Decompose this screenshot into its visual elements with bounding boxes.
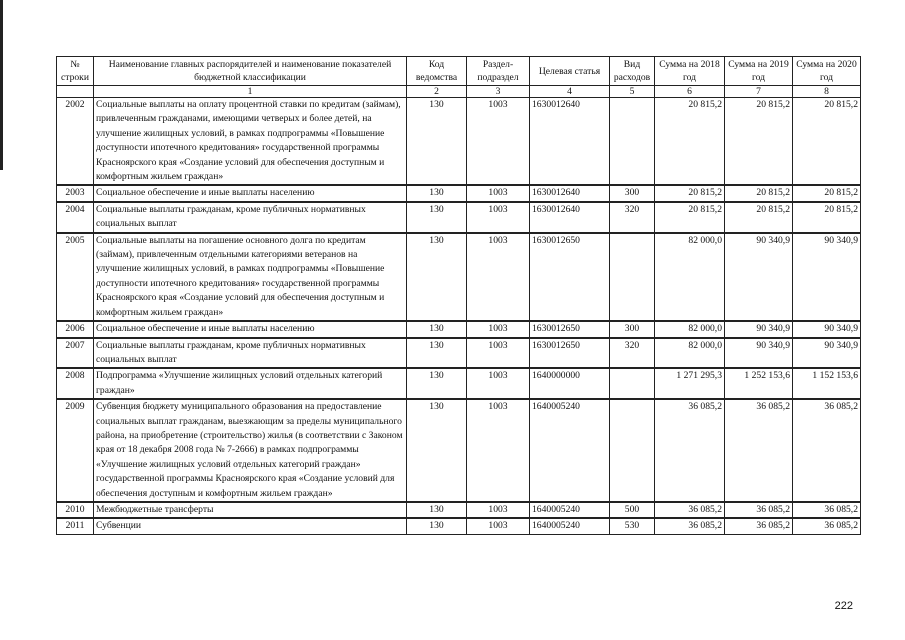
table-header-row — [57, 57, 861, 86]
sum-2018: 20 815,2 — [655, 185, 725, 201]
header-sum-2019: Сумма на 2019 год — [725, 57, 793, 86]
sum-2020: 90 340,9 — [793, 321, 861, 337]
column-number: 5 — [610, 86, 655, 98]
row-number: 2010 — [57, 502, 94, 518]
sum-2019: 20 815,2 — [725, 98, 793, 186]
dept-code: 130 — [407, 321, 467, 337]
sum-2020: 20 815,2 — [793, 185, 861, 201]
row-number: 2006 — [57, 321, 94, 337]
row-number: 2011 — [57, 518, 94, 534]
sum-2018: 82 000,0 — [655, 338, 725, 369]
table-row — [57, 338, 861, 369]
row-name: Социальные выплаты на оплату процентной ставки по кредитам (займам), привлеченным гражданами, имеющими четверых и более детей, на улучшение жилищных условий, в рамках подпрограммы «Повышение доступности ипотечного кредитования» государственной программы Красноярского края «Создание условий для обеспечения доступным и комфортным жильем граждан» — [94, 98, 407, 186]
row-name: Социальные выплаты гражданам, кроме публичных нормативных социальных выплат — [94, 338, 407, 369]
sum-2018: 1 271 295,3 — [655, 368, 725, 399]
column-number: 1 — [94, 86, 407, 98]
sum-2020: 36 085,2 — [793, 502, 861, 518]
target-code: 1640005240 — [530, 502, 610, 518]
row-number: 2008 — [57, 368, 94, 399]
sum-2018: 82 000,0 — [655, 233, 725, 321]
row-number: 2005 — [57, 233, 94, 321]
section-code: 1003 — [467, 399, 530, 502]
row-name: Подпрограмма «Улучшение жилищных условий отдельных категорий граждан» — [94, 368, 407, 399]
section-code: 1003 — [467, 518, 530, 534]
column-number: 8 — [793, 86, 861, 98]
column-number: 2 — [407, 86, 467, 98]
table-row — [57, 502, 861, 518]
expense-type: 300 — [610, 321, 655, 337]
table-row — [57, 518, 861, 534]
sum-2019: 20 815,2 — [725, 185, 793, 201]
sum-2019: 36 085,2 — [725, 502, 793, 518]
target-code: 1640000000 — [530, 368, 610, 399]
sum-2019: 90 340,9 — [725, 233, 793, 321]
row-number: 2009 — [57, 399, 94, 502]
expense-type: 300 — [610, 185, 655, 201]
sum-2020: 90 340,9 — [793, 233, 861, 321]
dept-code: 130 — [407, 502, 467, 518]
sum-2018: 36 085,2 — [655, 399, 725, 502]
row-name: Межбюджетные трансферты — [94, 502, 407, 518]
expense-type: 320 — [610, 202, 655, 233]
sum-2019: 36 085,2 — [725, 399, 793, 502]
header-sum-2018: Сумма на 2018 год — [655, 57, 725, 86]
sum-2018: 20 815,2 — [655, 98, 725, 186]
column-number — [57, 86, 94, 98]
column-number: 4 — [530, 86, 610, 98]
table-row — [57, 98, 861, 186]
sum-2020: 36 085,2 — [793, 518, 861, 534]
target-code: 1640005240 — [530, 399, 610, 502]
expense-type: 320 — [610, 338, 655, 369]
table-row — [57, 321, 861, 337]
section-code: 1003 — [467, 321, 530, 337]
sum-2018: 20 815,2 — [655, 202, 725, 233]
sum-2020: 20 815,2 — [793, 202, 861, 233]
column-number: 6 — [655, 86, 725, 98]
table-row — [57, 185, 861, 201]
row-name: Социальные выплаты гражданам, кроме публичных нормативных социальных выплат — [94, 202, 407, 233]
dept-code: 130 — [407, 98, 467, 186]
row-number: 2003 — [57, 185, 94, 201]
target-code: 1630012650 — [530, 338, 610, 369]
dept-code: 130 — [407, 518, 467, 534]
sum-2020: 20 815,2 — [793, 98, 861, 186]
expense-type — [610, 368, 655, 399]
row-name: Социальное обеспечение и иные выплаты населению — [94, 185, 407, 201]
section-code: 1003 — [467, 202, 530, 233]
dept-code: 130 — [407, 338, 467, 369]
scan-edge-line — [0, 0, 3, 170]
target-code: 1630012640 — [530, 202, 610, 233]
expense-type — [610, 98, 655, 186]
dept-code: 130 — [407, 233, 467, 321]
row-name: Субвенция бюджету муниципального образования на предоставление социальных выплат гражданам, выезжающим за пределы муниципального района, на приобретение (строительство) жилья (в соответствии с Законом края от 18 декабря 2008 года № 7-2666) в рамках подпрограммы «Улучшение жилищных условий отдельных категорий граждан» государственной программы Красноярского края «Создание условий для обеспечения доступным и комфортным жильем граждан» — [94, 399, 407, 502]
sum-2020: 36 085,2 — [793, 399, 861, 502]
expense-type — [610, 399, 655, 502]
page-number: 222 — [834, 600, 853, 612]
column-number: 3 — [467, 86, 530, 98]
section-code: 1003 — [467, 502, 530, 518]
table-row — [57, 233, 861, 321]
header-target: Целевая статья — [530, 57, 610, 86]
sum-2019: 1 252 153,6 — [725, 368, 793, 399]
section-code: 1003 — [467, 233, 530, 321]
expense-type — [610, 233, 655, 321]
row-name: Социальное обеспечение и иные выплаты населению — [94, 321, 407, 337]
header-sum-2020: Сумма на 2020 год — [793, 57, 861, 86]
header-section: Раздел-подраздел — [467, 57, 530, 86]
expense-type: 530 — [610, 518, 655, 534]
dept-code: 130 — [407, 202, 467, 233]
row-number: 2002 — [57, 98, 94, 186]
target-code: 1640005240 — [530, 518, 610, 534]
row-number: 2007 — [57, 338, 94, 369]
target-code: 1630012640 — [530, 98, 610, 186]
sum-2019: 20 815,2 — [725, 202, 793, 233]
sum-2020: 1 152 153,6 — [793, 368, 861, 399]
section-code: 1003 — [467, 98, 530, 186]
section-code: 1003 — [467, 185, 530, 201]
dept-code: 130 — [407, 368, 467, 399]
sum-2018: 82 000,0 — [655, 321, 725, 337]
budget-table — [56, 56, 861, 535]
row-name: Социальные выплаты на погашение основного долга по кредитам (займам), привлеченным отдельными категориями ветеранов на улучшение жилищных условий, в рамках подпрограммы «Повышение доступности ипотечного кредитования» государственной программы Красноярского края «Создание условий для обеспечения доступным и комфортным жильем граждан» — [94, 233, 407, 321]
table-row — [57, 399, 861, 502]
sum-2019: 36 085,2 — [725, 518, 793, 534]
row-name: Субвенции — [94, 518, 407, 534]
column-number-row — [57, 86, 861, 98]
header-dept: Код ведомства — [407, 57, 467, 86]
sum-2018: 36 085,2 — [655, 518, 725, 534]
row-number: 2004 — [57, 202, 94, 233]
section-code: 1003 — [467, 338, 530, 369]
dept-code: 130 — [407, 399, 467, 502]
header-row-no: № строки — [57, 57, 94, 86]
sum-2020: 90 340,9 — [793, 338, 861, 369]
table-row — [57, 202, 861, 233]
table-row — [57, 368, 861, 399]
target-code: 1630012650 — [530, 321, 610, 337]
sum-2019: 90 340,9 — [725, 338, 793, 369]
target-code: 1630012640 — [530, 185, 610, 201]
expense-type: 500 — [610, 502, 655, 518]
sum-2018: 36 085,2 — [655, 502, 725, 518]
column-number: 7 — [725, 86, 793, 98]
section-code: 1003 — [467, 368, 530, 399]
sum-2019: 90 340,9 — [725, 321, 793, 337]
header-exp-type: Вид расходов — [610, 57, 655, 86]
target-code: 1630012650 — [530, 233, 610, 321]
header-name: Наименование главных распорядителей и наименование показателей бюджетной классификации — [94, 57, 407, 86]
dept-code: 130 — [407, 185, 467, 201]
